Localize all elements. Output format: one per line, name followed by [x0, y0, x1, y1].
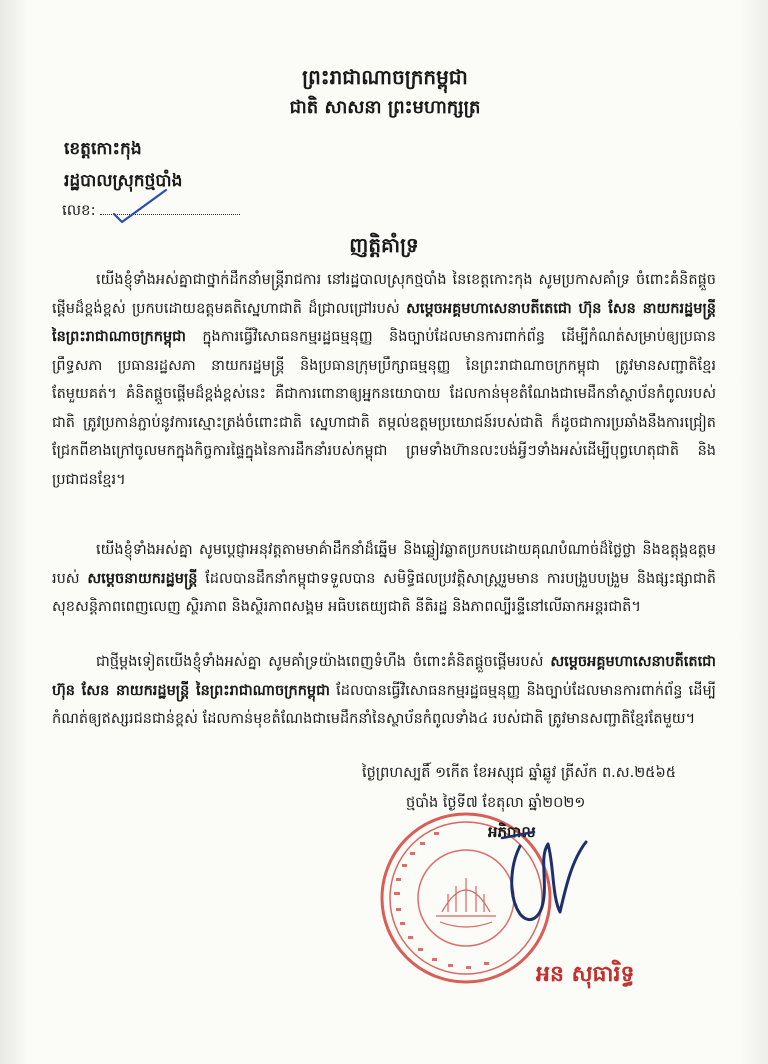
paragraph-support — [52, 266, 716, 494]
paragraph-text: ដែលបានធ្វើវិសោធនកម្មរដ្ឋធម្មនុញ្ញ និងច្បាប់ដែលមានការពាក់ព័ន្ធ ដើម្បីកំណត់ឲ្យឥស្សរជនជាន់ខ្ពស់ ដែលកាន់មុខតំណែងជាមេដឹកនាំនៃស្ថាប័នកំពូលទាំង៤ របស់ជាតិ ត្រូវមានសញ្ជាតិខ្មែរតែមួយ។ — [52, 682, 717, 727]
paragraph-text: ក្នុងការធ្វើវិសោធនកម្មរដ្ឋធម្មនុញ្ញ និងច្បាប់ដែលមានការពាក់ព័ន្ធ ដើម្បីកំណត់សម្រាប់ឲ្យប្រធានព្រឹទ្ធសភា ប្រធានរដ្ឋសភា នាយករដ្ឋមន្ត្រី និងប្រធានក្រុមប្រឹក្សាធម្មនុញ្ញ នៃព្រះរាជាណាចក្រកម្ពុជា ត្រូវមានសញ្ជាតិខ្មែរតែមួយគត់។ គំនិតផ្តួចផ្តើមដ៏ខ្ពង់ខ្ពស់នេះ គឺជាការពោនាឲ្យអ្នកនយោបាយ ដែលកាន់មុខតំណែងជាមេដឹកនាំស្ថាប័នកំពូលរបស់ជាតិ ត្រូវប្រកាន់ភ្ជាប់នូវការស្មោះត្រង់ចំពោះជាតិ ស្នេហាជាតិ តម្កល់ឧត្តមប្រយោជន៍របស់ជាតិ ក៏ដូចជាការប្រឆាំងនឹងការជ្រៀតជ្រែកពីខាងក្រៅចូលមកក្នុងកិច្ចការផ្ទៃក្នុងនៃការដឹកនាំរបស់កម្ពុជា ព្រមទាំងហ៊ានលះបង់អ្វីៗទាំងអស់ដើម្បីបុព្វហេតុជាតិ និងប្រជាជនខ្មែរ។ — [52, 329, 716, 488]
lunar-date: ថ្ងៃព្រហស្បតិ៍ ១កើត ខែអស្សុជ ឆ្នាំឆ្លូវ ត្រីស័ក ព.ស.២៥៦៥ — [362, 765, 676, 781]
paragraph-text: យើងខ្ញុំទាំងអស់គ្នា សូមប្តេជ្ញាអនុវត្តតាមមាគ៌ាដឹកនាំដ៏ឆ្នើម និងឆ្លៀវឆ្លាតប្រកបដោយគុណបំណាច់ដ៏ថ្លៃថ្លា និងឧត្តុង្គឧត្តមរបស់ — [52, 542, 716, 587]
emphasized-name-text: សម្តេចអគ្គមហាសេនាបតីតេជោ ហ៊ុន សែន នាយករដ្ឋមន្ត្រី នៃព្រះរាជាណាចក្រកម្ពុជា — [52, 300, 716, 345]
paragraph-text: យើងខ្ញុំទាំងអស់គ្នាជាថ្នាក់ដឹកនាំមន្ត្រីរាជការ នៅរដ្ឋបាលស្រុកថ្មបាំង នៃខេត្តកោះកុង សូមប្រកាសគាំទ្រ ចំពោះគំនិតផ្តួចផ្តើមដ៏ខ្ពង់ខ្ពស់ ប្រកបដោយឧត្តមគតិស្នេហាជាតិ ដ៏ជ្រាលជ្រៅរបស់ — [52, 272, 716, 317]
district-administration: រដ្ឋបាលស្រុកថ្មបាំង — [64, 171, 183, 191]
province-name: ខេត្តកោះកុង — [64, 139, 142, 159]
signer-position: អភិបាល — [488, 823, 536, 841]
solar-date: ថ្មបាំង ថ្ងៃទី៧ ខែតុលា ឆ្នាំ២០២១ — [406, 795, 586, 811]
paragraph-reaffirm — [52, 648, 716, 734]
document-title: ញត្តិគាំទ្រ — [349, 233, 419, 257]
paragraph-text: ដែលបានដឹកនាំកម្ពុជាទទួលបាន សមិទ្ធិផលប្រវត្តិសាស្ត្ររួមមាន ការបង្រួបបង្រួម និងផ្សះផ្សាជាតិ សុខសន្តិភាពពេញលេញ ស្ថិរភាព និងស្ថិរភាពសង្គម អធិបតេយ្យជាតិ នីតិរដ្ឋ និងភាពល្បីរន្ទឺនៅលើឆាកអន្តរជាតិ។ — [52, 570, 716, 615]
paragraph-commitment — [52, 536, 716, 622]
page-edge-shadow-left — [0, 0, 30, 1064]
national-motto: ជាតិ សាសនា ព្រះមហាក្សត្រ — [289, 97, 481, 118]
kingdom-heading: ព្រះរាជាណាចក្រកម្ពុជា — [302, 65, 468, 89]
handwritten-signature — [490, 826, 600, 936]
emphasized-name-text: សម្តេចអគ្គមហាសេនាបតីតេជោ ហ៊ុន សែន នាយករដ្ឋមន្ត្រី នៃព្រះរាជាណាចក្រកម្ពុជា — [52, 654, 716, 699]
emphasized-name-text: សម្តេចនាយករដ្ឋមន្ត្រី — [87, 570, 198, 587]
signer-name: អន សុធារិទ្ធ — [536, 962, 635, 987]
paragraph-text: ជាថ្មីម្តងទៀតយើងខ្ញុំទាំងអស់គ្នា សូមគាំទ្រយ៉ាងពេញទំហឹង ចំពោះគំនិតផ្តួចផ្តើមរបស់ — [96, 654, 551, 670]
reference-number-label: លេខ: — [62, 201, 96, 219]
check-mark-icon — [110, 186, 170, 226]
page-edge-shadow-right — [738, 0, 768, 1064]
